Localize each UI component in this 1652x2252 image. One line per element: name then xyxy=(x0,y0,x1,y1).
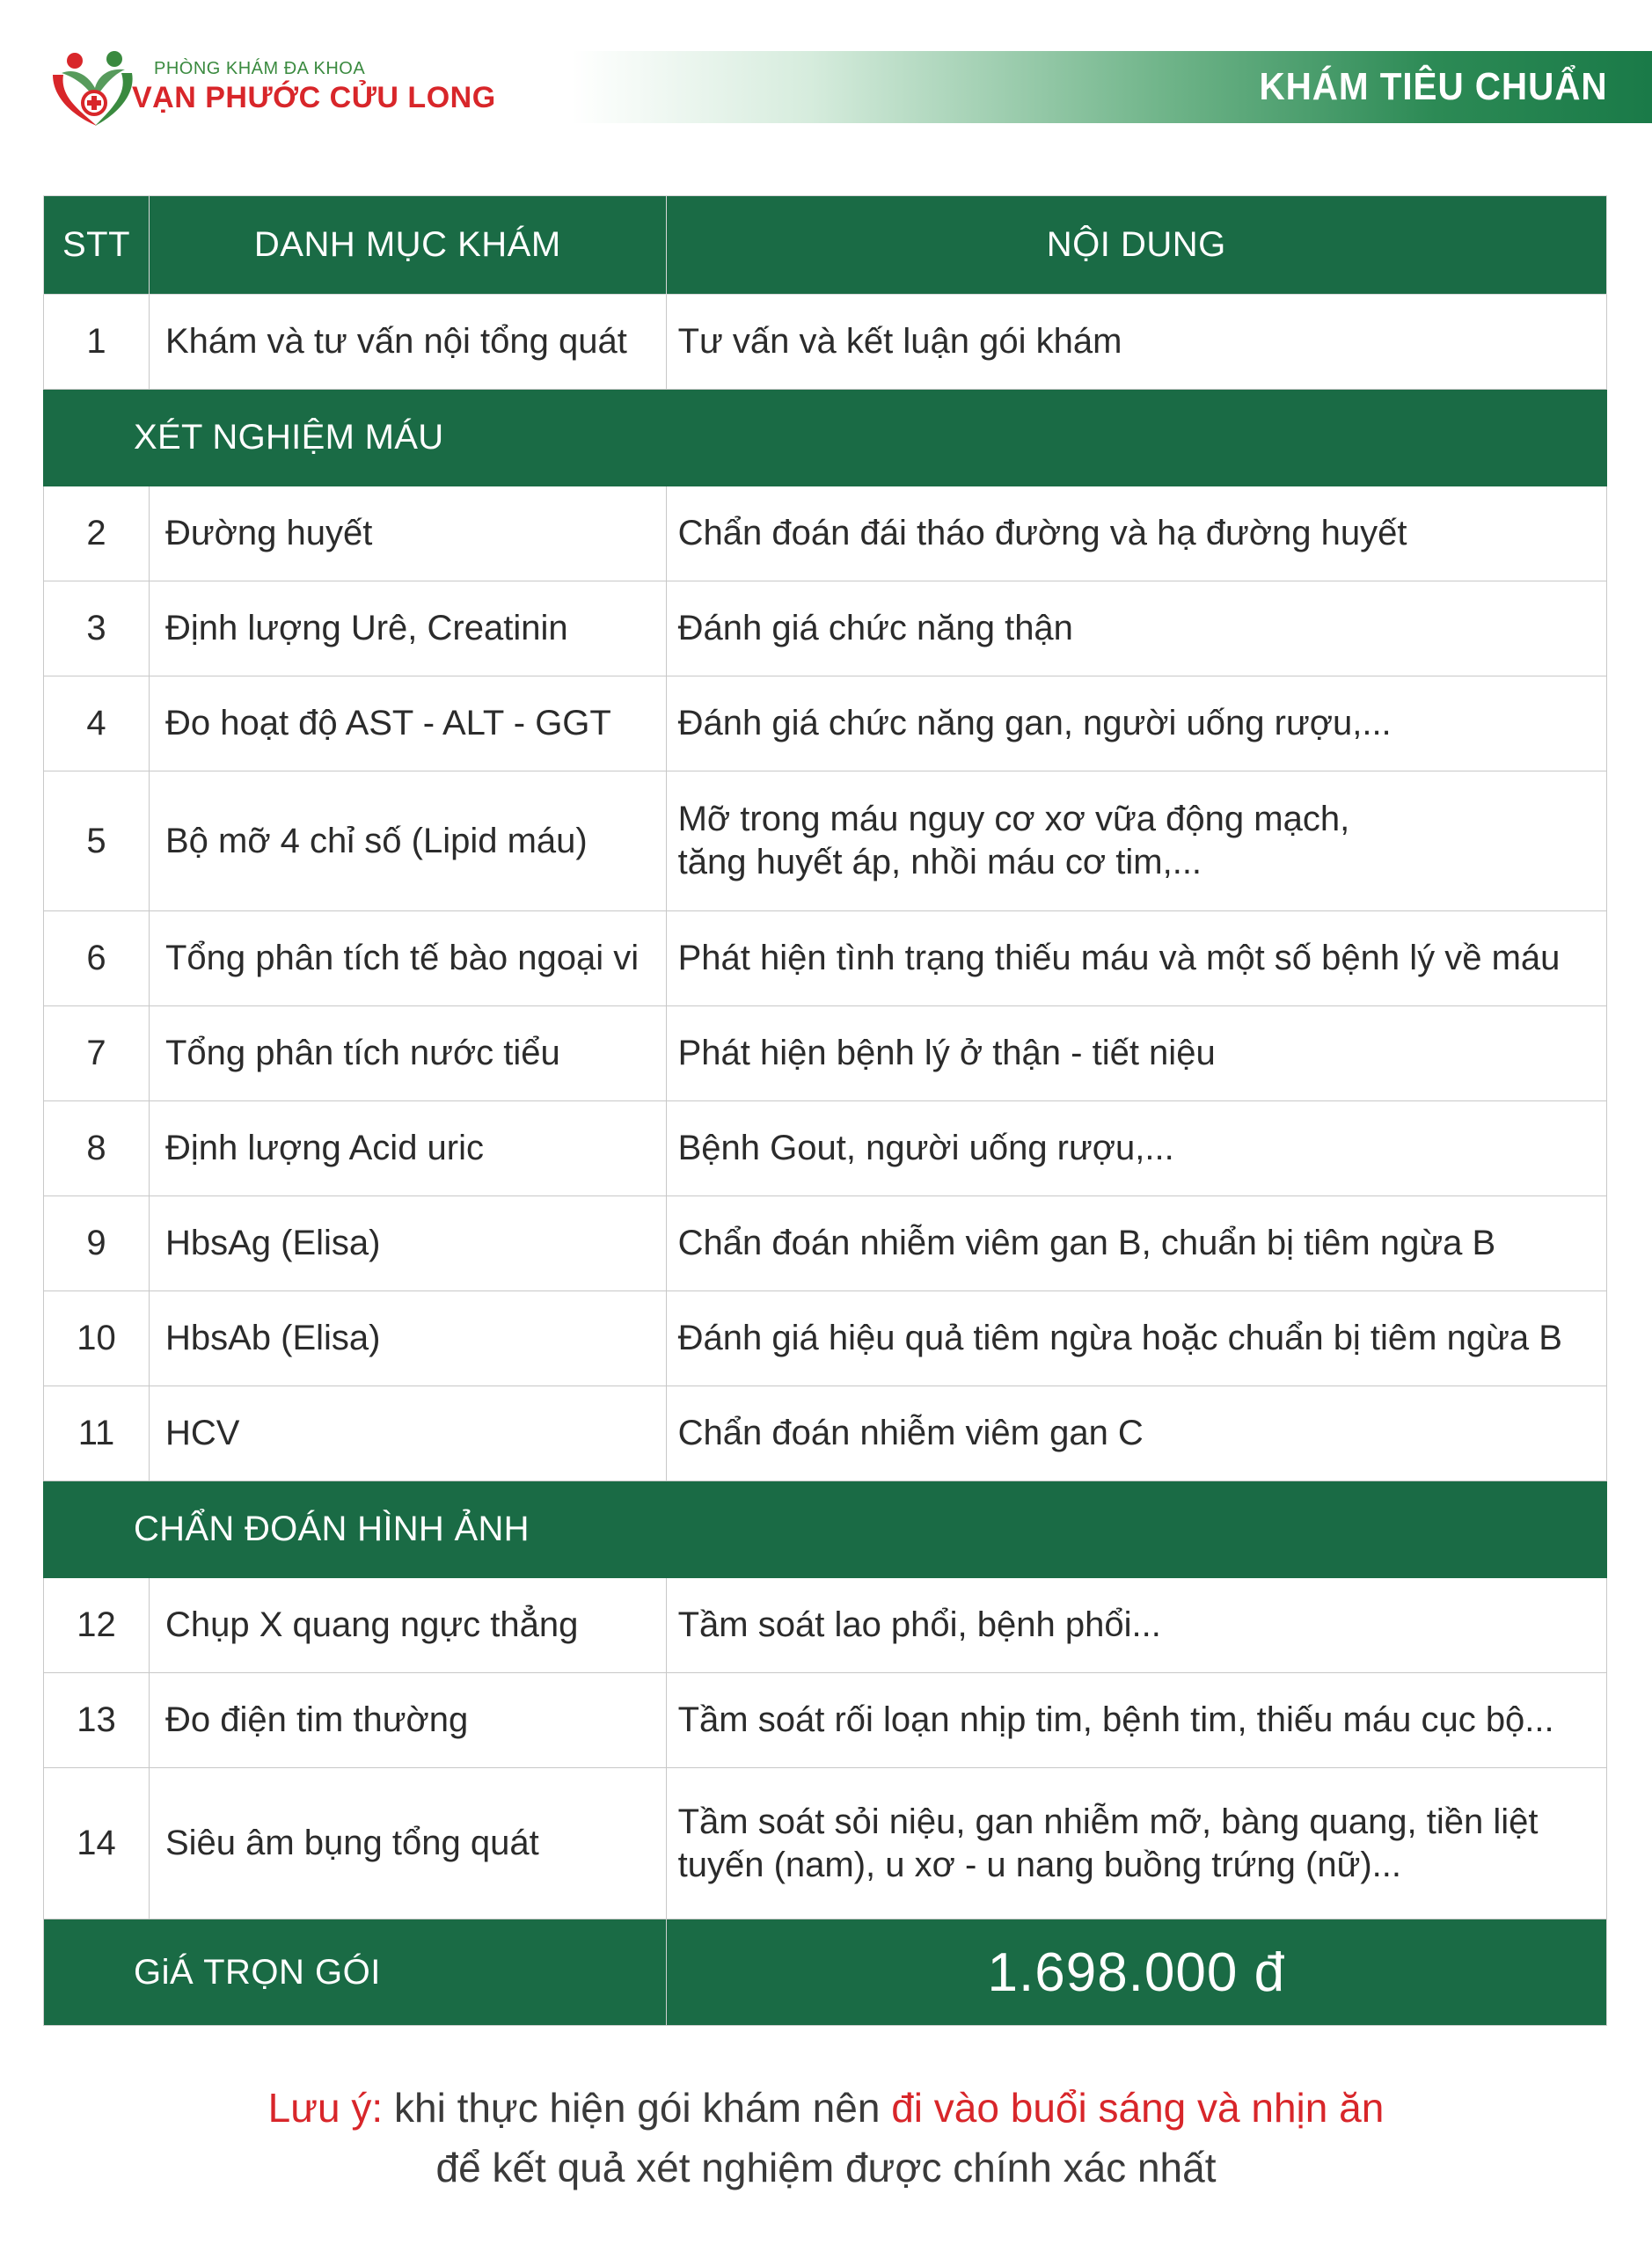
table-row xyxy=(44,771,1607,911)
brand-subtitle: PHÒNG KHÁM ĐA KHOA xyxy=(154,59,366,78)
row-content xyxy=(666,1768,1606,1919)
section-title: CHẨN ĐOÁN HÌNH ẢNH xyxy=(44,1481,1607,1578)
row-category: Đo điện tim thường xyxy=(149,1673,666,1768)
exam-table xyxy=(43,195,1607,2026)
section-row-imaging xyxy=(44,1481,1607,1578)
row-stt: 10 xyxy=(44,1291,150,1386)
note-line-1 xyxy=(0,2078,1652,2138)
row-stt: 2 xyxy=(44,486,150,581)
row-category: Siêu âm bụng tổng quát xyxy=(149,1768,666,1919)
row-category: HbsAb (Elisa) xyxy=(149,1291,666,1386)
row-category: Định lượng Urê, Creatinin xyxy=(149,581,666,676)
row-content: Đánh giá chức năng gan, người uống rượu,... xyxy=(666,676,1606,771)
title-banner xyxy=(572,51,1652,123)
table-row xyxy=(44,1101,1607,1196)
page-header xyxy=(0,0,1652,158)
row-category: Chụp X quang ngực thẳng xyxy=(149,1578,666,1673)
table-header-row xyxy=(44,196,1607,295)
price-label: GiÁ TRỌN GÓI xyxy=(44,1919,667,2026)
note-text: khi thực hiện gói khám nên xyxy=(383,2085,892,2131)
row-stt: 8 xyxy=(44,1101,150,1196)
row-content: Phát hiện bệnh lý ở thận - tiết niệu xyxy=(666,1006,1606,1101)
row-content: Chẩn đoán nhiễm viêm gan C xyxy=(666,1386,1606,1481)
footer-note xyxy=(0,2078,1652,2197)
row-stt: 14 xyxy=(44,1768,150,1919)
row-stt: 1 xyxy=(44,295,150,390)
row-content: Tầm soát lao phổi, bệnh phổi... xyxy=(666,1578,1606,1673)
row-content-line: Mỡ trong máu nguy cơ xơ vữa động mạch, xyxy=(677,800,1350,839)
row-stt: 7 xyxy=(44,1006,150,1101)
row-content: Chẩn đoán nhiễm viêm gan B, chuẩn bị tiêm ngừa B xyxy=(666,1196,1606,1291)
row-category: Đo hoạt độ AST - ALT - GGT xyxy=(149,676,666,771)
row-stt: 12 xyxy=(44,1578,150,1673)
header-stt: STT xyxy=(44,196,150,295)
table-row xyxy=(44,1291,1607,1386)
table-row xyxy=(44,676,1607,771)
row-category: Khám và tư vấn nội tổng quát xyxy=(149,295,666,390)
note-highlight: đi vào buổi sáng và nhịn ăn xyxy=(891,2085,1385,2131)
price-row xyxy=(44,1919,1607,2026)
section-title: XÉT NGHIỆM MÁU xyxy=(44,390,1607,486)
table-row xyxy=(44,1196,1607,1291)
row-category: Định lượng Acid uric xyxy=(149,1101,666,1196)
row-category: Bộ mỡ 4 chỉ số (Lipid máu) xyxy=(149,771,666,911)
row-content: Chẩn đoán đái tháo đường và hạ đường huyết xyxy=(666,486,1606,581)
table-row xyxy=(44,1006,1607,1101)
brand-name: VẠN PHƯỚC CỬU LONG xyxy=(132,81,496,114)
row-content: Đánh giá hiệu quả tiêm ngừa hoặc chuẩn bị tiêm ngừa B xyxy=(666,1291,1606,1386)
row-content: Bệnh Gout, người uống rượu,... xyxy=(666,1101,1606,1196)
table-row xyxy=(44,1673,1607,1768)
row-content-line: tuyến (nam), u xơ - u nang buồng trứng (nữ)... xyxy=(677,1845,1402,1884)
header-content: NỘI DUNG xyxy=(666,196,1606,295)
header-category: DANH MỤC KHÁM xyxy=(149,196,666,295)
row-content: Tầm soát rối loạn nhịp tim, bệnh tim, thiếu máu cục bộ... xyxy=(666,1673,1606,1768)
table-row xyxy=(44,295,1607,390)
row-category: HCV xyxy=(149,1386,666,1481)
package-title: KHÁM TIÊU CHUẨN xyxy=(1259,65,1608,108)
row-content-line: tăng huyết áp, nhồi máu cơ tim,... xyxy=(677,843,1202,881)
row-content: Phát hiện tình trạng thiếu máu và một số bệnh lý về máu xyxy=(666,911,1606,1006)
table-row xyxy=(44,911,1607,1006)
row-content xyxy=(666,771,1606,911)
row-content: Đánh giá chức năng thận xyxy=(666,581,1606,676)
table-row xyxy=(44,1386,1607,1481)
row-stt: 5 xyxy=(44,771,150,911)
table-row xyxy=(44,1578,1607,1673)
row-category: Đường huyết xyxy=(149,486,666,581)
row-category: HbsAg (Elisa) xyxy=(149,1196,666,1291)
row-content: Tư vấn và kết luận gói khám xyxy=(666,295,1606,390)
row-stt: 9 xyxy=(44,1196,150,1291)
note-prefix: Lưu ý: xyxy=(267,2085,384,2131)
table-row xyxy=(44,581,1607,676)
clinic-logo xyxy=(44,48,141,128)
table-row xyxy=(44,486,1607,581)
row-stt: 6 xyxy=(44,911,150,1006)
table-row xyxy=(44,1768,1607,1919)
row-stt: 4 xyxy=(44,676,150,771)
section-row-blood xyxy=(44,390,1607,486)
row-stt: 11 xyxy=(44,1386,150,1481)
price-value: 1.698.000 đ xyxy=(666,1919,1606,2026)
row-category: Tổng phân tích tế bào ngoại vi xyxy=(149,911,666,1006)
row-content-line: Tầm soát sỏi niệu, gan nhiễm mỡ, bàng quang, tiền liệt xyxy=(677,1802,1539,1841)
row-category: Tổng phân tích nước tiểu xyxy=(149,1006,666,1101)
row-stt: 3 xyxy=(44,581,150,676)
row-stt: 13 xyxy=(44,1673,150,1768)
note-line-2: để kết quả xét nghiệm được chính xác nhất xyxy=(435,2145,1217,2190)
